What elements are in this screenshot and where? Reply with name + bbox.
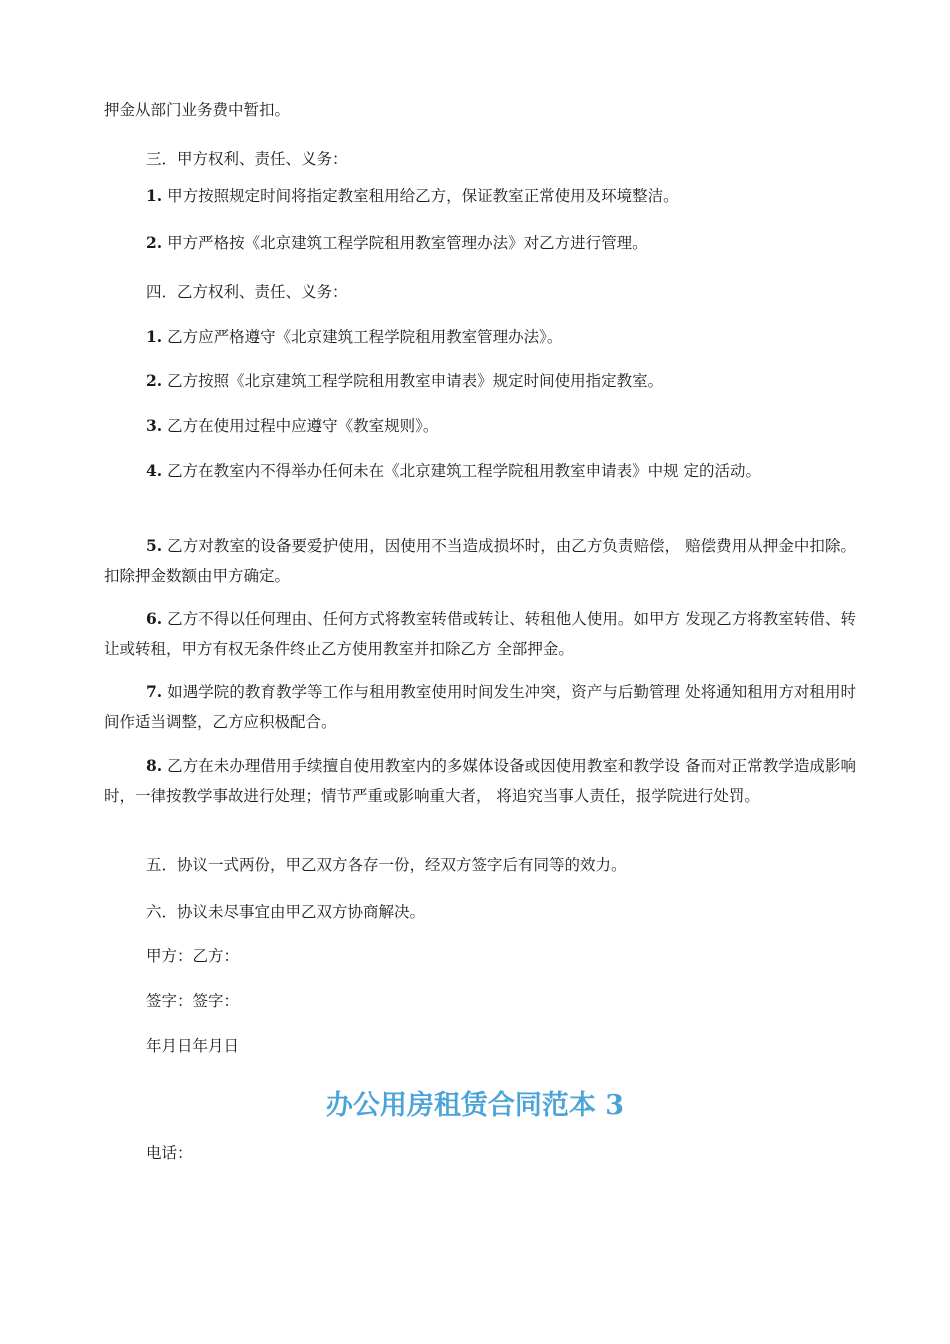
paragraph-deposit: 押金从部门业务费中暂扣。 [104,101,291,119]
dates-line: 年月日年月日 [146,1037,240,1055]
item-text: 乙方在教室内不得举办任何未在《北京建筑工程学院租用教室申请表》中规 定的活动。 [162,462,762,480]
item-text: 乙方对教室的设备要爱护使用，因使用不当造成损坏时，由乙方负责赔偿， 赔偿费用从押金中扣除。扣除押金数额由甲方确定。 [104,537,856,585]
section-3-item-2 [146,228,648,258]
section-4-item-7 [104,677,856,737]
section-6: 六．协议未尽事宜由甲乙双方协商解决。 [146,903,426,921]
item-text: 甲方按照规定时间将指定教室租用给乙方，保证教室正常使用及环境整洁。 [162,187,679,205]
item-number: 4. [146,461,163,480]
item-number: 8. [146,756,163,775]
item-number: 2. [146,233,163,252]
section-4-item-2 [146,366,663,396]
item-text: 乙方在未办理借用手续擅自使用教室内的多媒体设备或因使用教室和教学设 备而对正常教学造成影响时，一律按教学事故进行处理；情节严重或影响重大者， 将追究当事人责任，报学院进行处罚。 [104,757,856,805]
item-text: 甲方严格按《北京建筑工程学院租用教室管理办法》对乙方进行管理。 [162,234,648,252]
item-number: 1. [146,186,163,205]
phone-label: 电话： [146,1144,193,1162]
item-text: 乙方按照《北京建筑工程学院租用教室申请表》规定时间使用指定教室。 [162,372,664,390]
signatures-line: 签字：签字： [146,992,240,1010]
section-4-item-4 [104,456,856,486]
parties-line: 甲方：乙方： [146,947,240,965]
section-4-item-6 [104,604,856,664]
item-number: 5. [146,536,163,555]
section-4-item-1 [146,322,562,352]
item-number: 7. [146,682,163,701]
item-text: 乙方在使用过程中应遵守《教室规则》。 [162,417,439,435]
item-number: 6. [146,609,163,628]
item-number: 1. [146,327,163,346]
item-text: 乙方应严格遵守《北京建筑工程学院租用教室管理办法》。 [162,328,563,346]
section-4-heading: 四．乙方权利、责任、义务： [146,283,348,301]
section-4-item-5 [104,531,856,591]
section-title: 办公用房租赁合同范本 3 [325,1090,625,1121]
item-number: 2. [146,371,163,390]
item-text: 乙方不得以任何理由、任何方式将教室转借或转让、转租他人使用。如甲方 发现乙方将教室转借、转让或转租，甲方有权无条件终止乙方使用教室并扣除乙方 全部押金。 [104,610,856,658]
item-text: 如遇学院的教育教学等工作与租用教室使用时间发生冲突，资产与后勤管理 处将通知租用方对租用时间作适当调整，乙方应积极配合。 [104,683,856,731]
section-5: 五．协议一式两份，甲乙双方各存一份，经双方签字后有同等的效力。 [146,856,627,874]
item-number: 3. [146,416,163,435]
section-3-item-1 [146,181,679,211]
section-4-item-3 [146,411,438,441]
section-4-item-8 [104,751,856,811]
section-3-heading: 三．甲方权利、责任、义务： [146,150,348,168]
